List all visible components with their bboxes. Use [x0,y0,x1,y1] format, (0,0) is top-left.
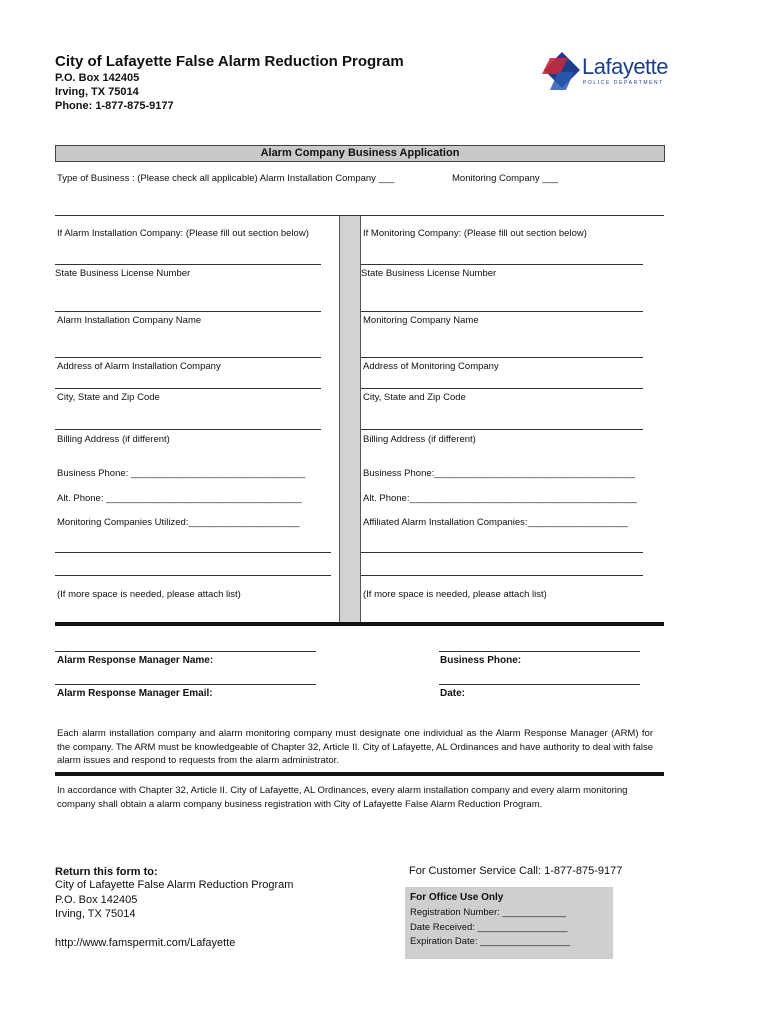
left-license-field[interactable] [55,264,321,265]
monitoring-company-checkbox[interactable]: Monitoring Company ___ [452,173,559,184]
left-col-heading: If Alarm Installation Company: (Please fill out section below) [57,228,309,239]
right-col-heading: If Monitoring Company: (Please fill out section below) [363,228,587,239]
logo-name: Lafayette [582,54,669,79]
arm-business-phone-label: Business Phone: [440,655,522,666]
header-phone: Phone: 1-877-875-9177 [55,100,174,112]
header-address-line-1: P.O. Box 142405 [55,72,140,84]
left-company-name-label: Alarm Installation Company Name [57,315,202,326]
right-license-field[interactable] [361,264,643,265]
return-line-3: Irving, TX 75014 [55,908,136,920]
right-extra-line-1[interactable] [361,552,643,553]
return-line-2: P.O. Box 142405 [55,894,138,906]
arm-requirement-paragraph: Each alarm installation company and alarm monitoring company must designate one individual as the Alarm Response Manager (ARM) for the company. The ARM must be knowledgeable of Chapter 32, Article II. City of Lafayette, AL Ordinances and have authority to deal with false alarm issues and respond to requests from the alarm administrator. [57,728,653,766]
right-alt-phone-field[interactable]: Alt. Phone:___________________________________________ [363,493,637,504]
section-title: Alarm Company Business Application [55,145,665,162]
left-city-field[interactable] [55,388,321,389]
arm-date-field[interactable] [439,684,640,685]
arm-business-phone-field[interactable] [439,651,640,652]
left-companies-utilized-field[interactable]: Monitoring Companies Utilized:_____________________ [57,517,300,528]
right-company-name-label: Monitoring Company Name [363,315,479,326]
left-company-name-field[interactable] [55,311,321,312]
office-date-received: Date Received: _________________ [410,922,568,933]
lafayette-police-logo [540,50,669,92]
left-extra-line-2[interactable] [55,575,331,576]
return-title: Return this form to: [55,866,158,878]
office-use-title: For Office Use Only [410,892,504,903]
right-billing-field[interactable] [361,429,643,430]
logo-subtitle: POLICE DEPARTMENT [583,80,664,86]
left-billing-label: Billing Address (if different) [57,434,170,445]
right-affiliated-field[interactable]: Affiliated Alarm Installation Companies:___________________ [363,517,628,528]
header-address-line-2: Irving, TX 75014 [55,86,139,98]
right-company-name-field[interactable] [361,311,643,312]
office-registration-number: Registration Number: ____________ [410,907,566,918]
return-line-1: City of Lafayette False Alarm Reduction Program [55,879,294,891]
arm-email-field[interactable] [55,684,316,685]
arm-name-label: Alarm Response Manager Name: [57,655,214,666]
arm-date-label: Date: [440,688,466,699]
column-divider [339,216,361,622]
paragraph-separator [55,772,664,776]
right-business-phone-field[interactable]: Business Phone:______________________________________ [363,468,636,479]
right-city-label: City, State and Zip Code [363,392,466,403]
left-alt-phone-field[interactable]: Alt. Phone: _____________________________________ [57,493,302,504]
arm-name-field[interactable] [55,651,316,652]
left-license-label: State Business License Number [55,268,191,279]
left-city-label: City, State and Zip Code [57,392,160,403]
section-separator [55,622,664,626]
right-extra-line-2[interactable] [361,575,643,576]
customer-service-phone: For Customer Service Call: 1-877-875-9177 [409,865,623,877]
left-business-phone-field[interactable]: Business Phone: _________________________________ [57,468,306,479]
arm-email-label: Alarm Response Manager Email: [57,688,213,699]
right-address-field[interactable] [361,357,643,358]
left-address-field[interactable] [55,357,321,358]
office-use-box [405,887,613,959]
right-city-field[interactable] [361,388,643,389]
office-expiration-date: Expiration Date: _________________ [410,936,571,947]
logo-emblem-icon [540,50,584,92]
return-url-link[interactable]: http://www.famspermit.com/Lafayette [55,937,236,949]
right-billing-label: Billing Address (if different) [363,434,476,445]
left-attach-note: (If more space is needed, please attach list) [57,589,241,600]
type-of-business-prompt[interactable]: Type of Business : (Please check all applicable) Alarm Installation Company ___ [57,173,395,184]
right-attach-note: (If more space is needed, please attach list) [363,589,547,600]
registration-requirement-paragraph: In accordance with Chapter 32, Article II. City of Lafayette, AL Ordinances, every alarm installation company and every alarm monitoring company shall obtain a alarm company business registration with City of Lafayette False Alarm Reduction Program. [57,785,628,810]
form-title: City of Lafayette False Alarm Reduction Program [55,53,404,70]
left-billing-field[interactable] [55,429,321,430]
left-extra-line-1[interactable] [55,552,331,553]
left-address-label: Address of Alarm Installation Company [57,361,221,372]
right-address-label: Address of Monitoring Company [363,361,499,372]
right-license-label: State Business License Number [361,268,497,279]
